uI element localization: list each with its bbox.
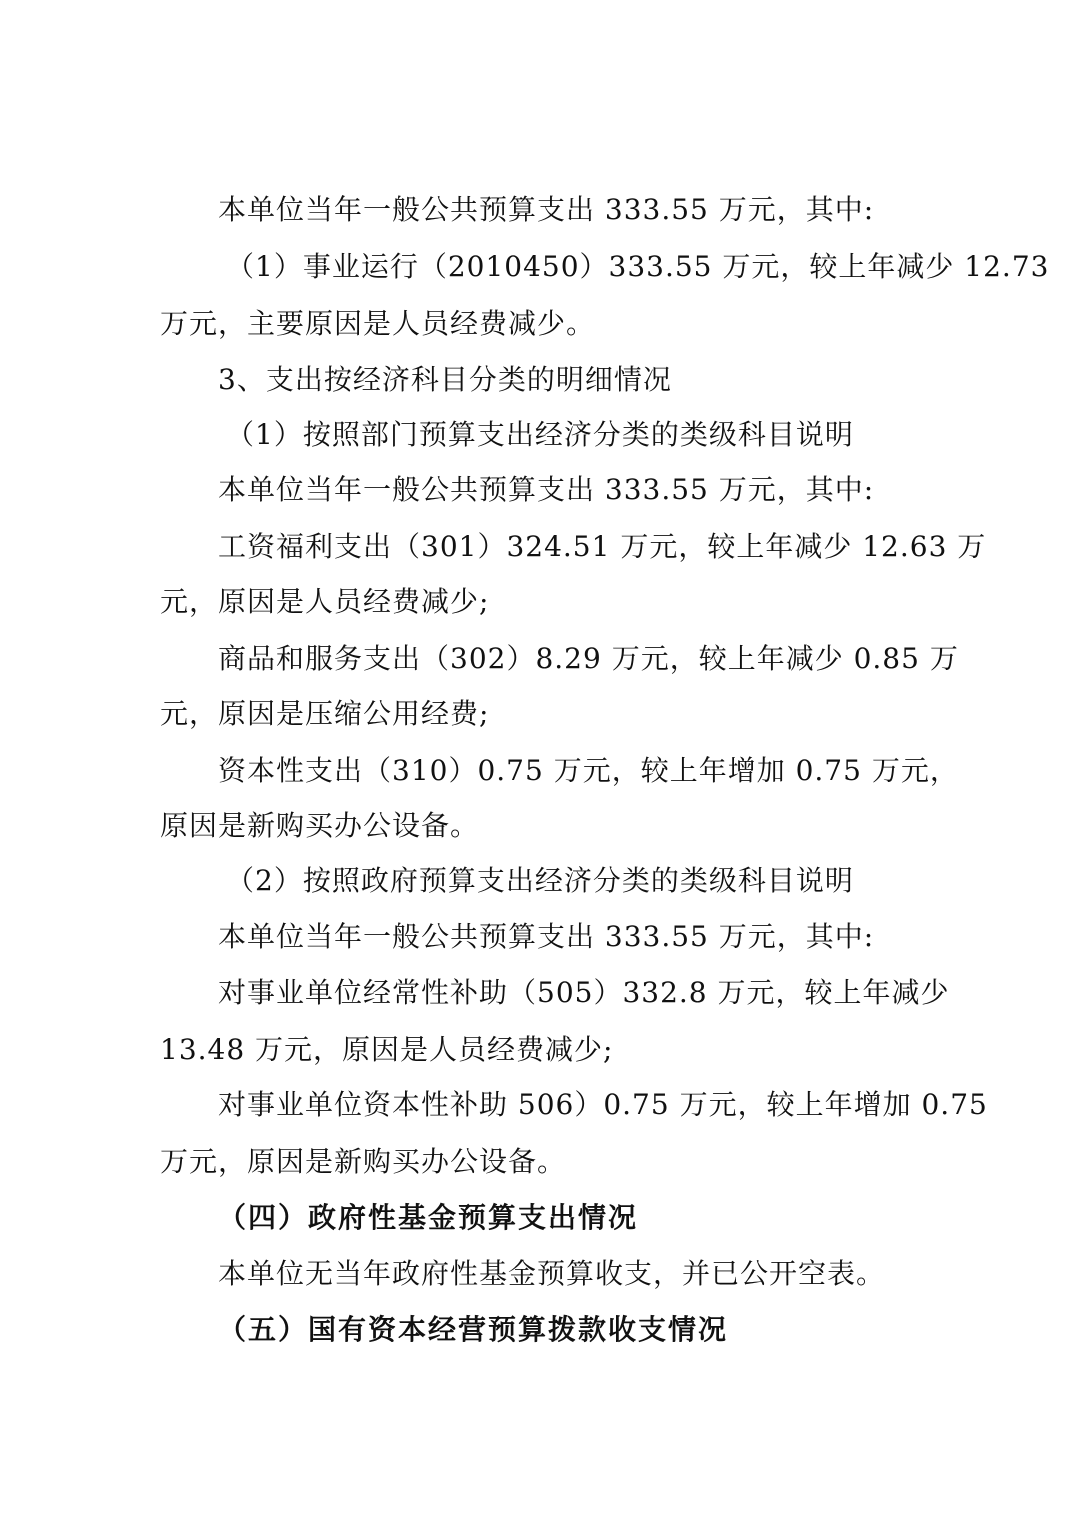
paragraph-line: 本单位当年一般公共预算支出 333.55 万元，其中:: [218, 473, 875, 506]
subsection-heading: （1）按照部门预算支出经济分类的类级科目说明: [226, 418, 854, 451]
section-heading-bold: （四）政府性基金预算支出情况: [218, 1201, 639, 1234]
paragraph-line: 资本性支出（310）0.75 万元，较上年增加 0.75 万元，: [218, 754, 959, 787]
paragraph-line: 本单位当年一般公共预算支出 333.55 万元，其中:: [218, 920, 875, 953]
subsection-heading: （2）按照政府预算支出经济分类的类级科目说明: [226, 864, 854, 897]
paragraph-line: 万元，原因是新购买办公设备。: [160, 1145, 567, 1178]
paragraph-line: 13.48 万元，原因是人员经费减少;: [160, 1033, 614, 1066]
paragraph-line: 本单位无当年政府性基金预算收支，并已公开空表。: [218, 1257, 886, 1290]
paragraph-line: 商品和服务支出（302）8.29 万元，较上年减少 0.85 万: [218, 642, 959, 675]
paragraph-line: 本单位当年一般公共预算支出 333.55 万元，其中:: [218, 193, 875, 226]
paragraph-line: 元，原因是压缩公用经费;: [160, 697, 490, 730]
paragraph-line: （1）事业运行（2010450）333.55 万元，较上年减少 12.73: [226, 250, 1050, 283]
paragraph-line: 万元，主要原因是人员经费减少。: [160, 307, 596, 340]
paragraph-line: 工资福利支出（301）324.51 万元，较上年减少 12.63 万: [218, 530, 987, 563]
paragraph-line: 元，原因是人员经费减少;: [160, 585, 490, 618]
section-heading-bold: （五）国有资本经营预算拨款收支情况: [218, 1313, 729, 1346]
section-heading: 3、支出按经济科目分类的明细情况: [218, 363, 672, 396]
paragraph-line: 对事业单位经常性补助（505）332.8 万元，较上年减少: [218, 976, 950, 1009]
paragraph-line: 原因是新购买办公设备。: [160, 809, 480, 842]
paragraph-line: 对事业单位资本性补助 506）0.75 万元，较上年增加 0.75: [218, 1088, 988, 1121]
